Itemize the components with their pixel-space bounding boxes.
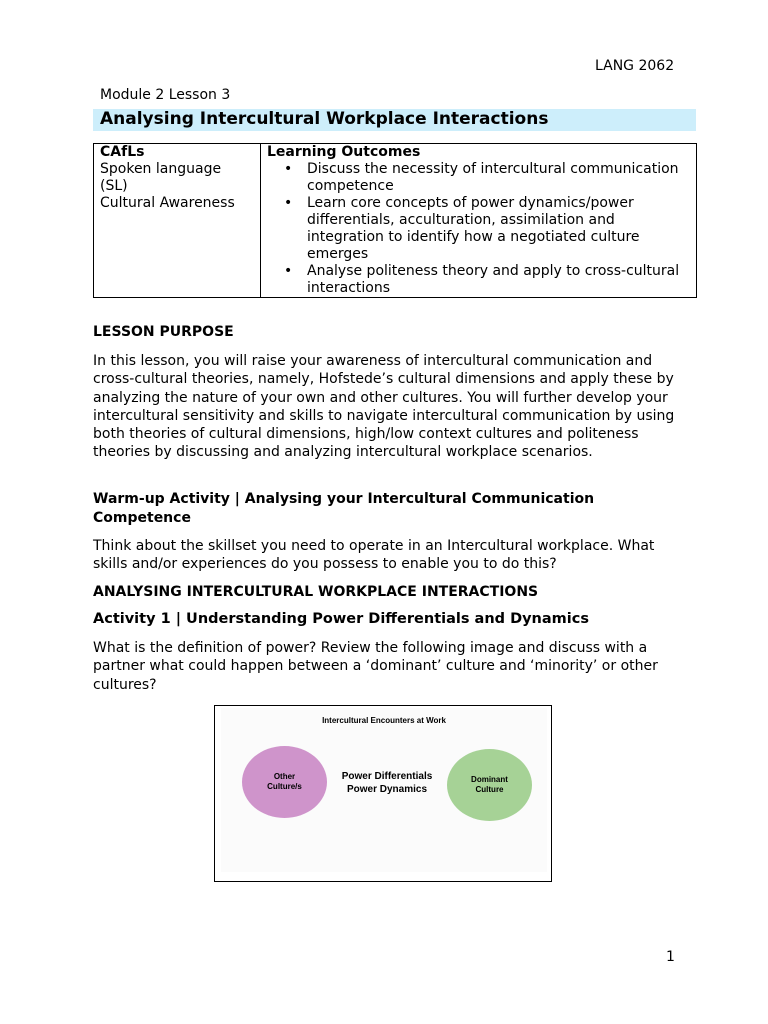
dominant-culture-circle <box>447 749 532 821</box>
cafls-item: Spoken language <box>100 161 222 177</box>
outcomes-list <box>267 161 690 297</box>
course-code: LANG 2062 <box>595 58 675 74</box>
cafls-item: Cultural Awareness <box>100 195 235 211</box>
warmup-body: Think about the skillset you need to operate in an Intercultural workplace. What skills and/or experiences do you possess to enable you to do this? <box>93 538 655 573</box>
outcome-item: • Discuss the necessity of intercultural communication competence <box>307 161 690 195</box>
power-dynamics-label: Power Dynamics <box>346 784 428 795</box>
cafls-header: CAfLs <box>100 144 145 160</box>
other-culture-label: Other Culture/s <box>267 772 302 791</box>
power-differentials-label: Power Differentials <box>341 771 433 782</box>
page-number: 1 <box>666 949 675 965</box>
cafls-item: (SL) <box>100 178 128 194</box>
page-title: Analysing Intercultural Workplace Interactions <box>100 109 549 129</box>
power-diagram <box>214 705 552 882</box>
cafls-column <box>94 144 261 297</box>
title-banner <box>93 109 696 131</box>
outcomes-table <box>93 143 697 298</box>
module-label: Module 2 Lesson 3 <box>100 87 231 103</box>
diagram-canvas <box>221 708 547 872</box>
warmup-heading: Warm-up Activity | Analysing your Intercultural Communication Competence <box>93 491 595 526</box>
other-culture-circle <box>242 746 327 818</box>
section-heading: ANALYSING INTERCULTURAL WORKPLACE INTERACTIONS <box>93 584 539 600</box>
activity1-heading: Activity 1 | Understanding Power Differentials and Dynamics <box>93 611 589 627</box>
lesson-purpose-body: In this lesson, you will raise your awareness of intercultural communication and cross-cultural theories, namely, Hofstede’s cultural dimensions and apply these by analyzing the nature of your own and other cultures. You will further develop your intercultural sensitivity and skills to navigate intercultural communication by using both theories of cultural dimensions, high/low context cultures and politeness theories by discussing and analyzing intercultural workplace scenarios. <box>93 353 675 461</box>
outcome-item: • Analyse politeness theory and apply to cross-cultural interactions <box>307 263 690 297</box>
diagram-title: Intercultural Encounters at Work <box>322 716 446 725</box>
outcome-item: • Learn core concepts of power dynamics/power differentials, acculturation, assimilation and integration to identify how a negotiated culture emerges <box>307 195 690 263</box>
dominant-culture-label: Dominant Culture <box>471 775 508 794</box>
power-label <box>331 770 443 796</box>
outcomes-column <box>261 144 696 297</box>
activity1-body: What is the definition of power? Review the following image and discuss with a partner what could happen between a ‘dominant’ culture and ‘minority’ or other cultures? <box>93 640 658 693</box>
outcomes-header: Learning Outcomes <box>267 144 421 160</box>
lesson-purpose-heading: LESSON PURPOSE <box>93 324 234 340</box>
